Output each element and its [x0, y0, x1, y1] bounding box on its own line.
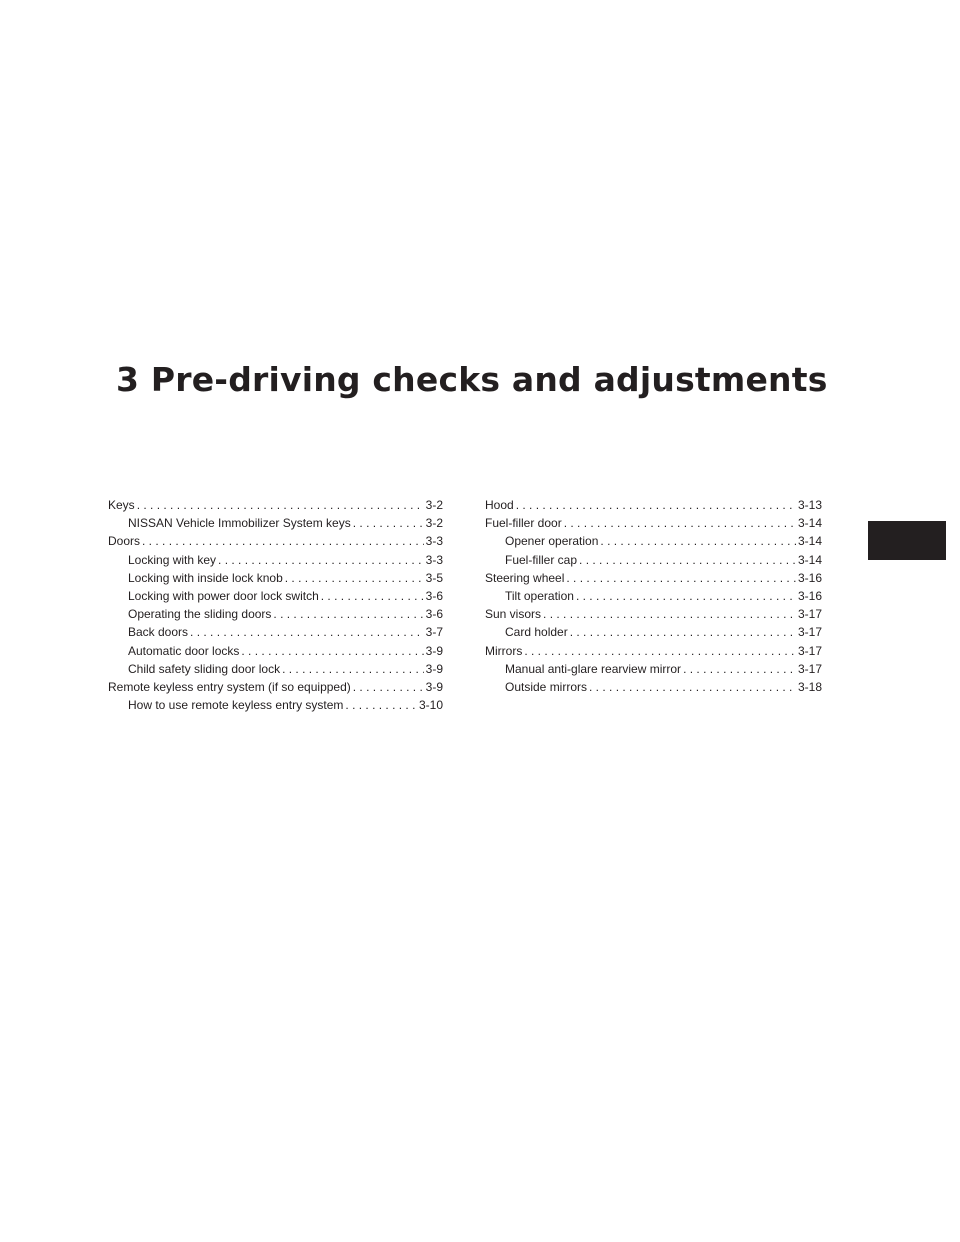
- toc-entry[interactable]: [485, 551, 822, 569]
- toc-entry[interactable]: [108, 623, 443, 641]
- toc-entry-page: 3-17: [797, 661, 822, 676]
- toc-entry-label: Doors: [108, 534, 141, 549]
- toc-dot-leader: [218, 551, 424, 569]
- toc-dot-leader: [683, 660, 796, 678]
- toc-entry-label: Remote keyless entry system (if so equipped): [108, 679, 351, 694]
- toc-entry-label: Outside mirrors: [505, 679, 588, 694]
- toc-dot-leader: [600, 532, 796, 550]
- toc-entry-label: How to use remote keyless entry system: [128, 698, 344, 713]
- toc-dot-leader: [137, 496, 424, 514]
- toc-dot-leader: [282, 660, 424, 678]
- toc-entry-page: 3-2: [425, 516, 443, 531]
- toc-dot-leader: [353, 514, 424, 532]
- toc-dot-leader: [543, 605, 796, 623]
- toc-entry-label: Child safety sliding door lock: [128, 661, 281, 676]
- toc-right-column: [485, 496, 822, 696]
- toc-entry-label: Back doors: [128, 625, 189, 640]
- toc-entry-page: 3-17: [797, 643, 822, 658]
- toc-entry[interactable]: [108, 605, 443, 623]
- toc-dot-leader: [524, 642, 796, 660]
- toc-entry[interactable]: [485, 569, 822, 587]
- toc-dot-leader: [576, 587, 796, 605]
- toc-entry-label: NISSAN Vehicle Immobilizer System keys: [128, 516, 351, 531]
- toc-entry[interactable]: [108, 587, 443, 605]
- toc-entry[interactable]: [108, 569, 443, 587]
- toc-dot-leader: [564, 514, 796, 532]
- toc-entry-label: Operating the sliding doors: [128, 607, 272, 622]
- toc-entry-page: 3-13: [797, 498, 822, 512]
- toc-entry-label: Fuel-filler cap: [505, 552, 578, 567]
- toc-dot-leader: [566, 569, 796, 587]
- toc-dot-leader: [190, 623, 424, 641]
- toc-dot-leader: [285, 569, 424, 587]
- toc-entry-page: 3-9: [425, 661, 443, 676]
- toc-entry-page: 3-16: [797, 588, 822, 603]
- toc-entry[interactable]: [485, 678, 822, 696]
- toc-entry-label: Locking with power door lock switch: [128, 588, 319, 603]
- toc-entry-label: Manual anti-glare rearview mirror: [505, 661, 682, 676]
- toc-entry-page: 3-14: [797, 552, 822, 567]
- toc-entry[interactable]: [485, 532, 822, 550]
- toc-entry[interactable]: [108, 532, 443, 550]
- chapter-title: 3 Pre-driving checks and adjustments: [116, 360, 828, 399]
- toc-entry-page: 3-6: [425, 607, 443, 622]
- toc-entry-label: Locking with inside lock knob: [128, 570, 283, 585]
- toc-entry-label: Sun visors: [485, 607, 542, 622]
- toc-entry[interactable]: [108, 496, 443, 514]
- toc-entry[interactable]: [108, 551, 443, 569]
- toc-entry-label: Locking with key: [128, 552, 217, 567]
- toc-dot-leader: [589, 678, 796, 696]
- toc-entry-label: Opener operation: [505, 534, 599, 549]
- toc-entry-page: 3-17: [797, 625, 822, 640]
- toc-entry[interactable]: [485, 605, 822, 623]
- toc-entry-label: Automatic door locks: [128, 643, 240, 658]
- toc-entry-label: Hood: [485, 498, 514, 512]
- toc-dot-leader: [273, 605, 423, 623]
- toc-left-column: [108, 496, 443, 714]
- toc-dot-leader: [142, 532, 424, 550]
- toc-entry-page: 3-14: [797, 516, 822, 531]
- toc-entry-page: 3-3: [425, 534, 443, 549]
- toc-entry[interactable]: [485, 660, 822, 678]
- toc-entry-page: 3-6: [425, 588, 443, 603]
- toc-entry-label: Mirrors: [485, 643, 523, 658]
- toc-entry-label: Keys: [108, 498, 135, 512]
- toc-dot-leader: [241, 642, 423, 660]
- toc-entry[interactable]: [485, 496, 822, 514]
- toc-entry[interactable]: [485, 623, 822, 641]
- toc-entry-page: 3-2: [425, 498, 443, 512]
- toc-entry[interactable]: [108, 696, 443, 714]
- toc-entry-page: 3-17: [797, 607, 822, 622]
- toc-dot-leader: [570, 623, 796, 641]
- toc-dot-leader: [321, 587, 424, 605]
- toc-entry[interactable]: [108, 678, 443, 696]
- toc-entry-page: 3-16: [797, 570, 822, 585]
- toc-entry-page: 3-7: [425, 625, 443, 640]
- toc-entry-label: Card holder: [505, 625, 568, 640]
- toc-dot-leader: [345, 696, 417, 714]
- toc-entry-page: 3-9: [425, 643, 443, 658]
- toc-entry-label: Steering wheel: [485, 570, 565, 585]
- toc-entry-page: 3-10: [418, 698, 443, 713]
- toc-entry-label: Fuel-filler door: [485, 516, 562, 531]
- toc-entry-page: 3-18: [797, 679, 822, 694]
- toc-dot-leader: [353, 678, 424, 696]
- toc-entry[interactable]: [485, 642, 822, 660]
- toc-entry-page: 3-5: [425, 570, 443, 585]
- toc-entry-label: Tilt operation: [505, 588, 574, 603]
- toc-entry[interactable]: [485, 514, 822, 532]
- toc-entry[interactable]: [485, 587, 822, 605]
- toc-entry-page: 3-9: [425, 679, 443, 694]
- toc-entry-page: 3-14: [797, 534, 822, 549]
- toc-entry[interactable]: [108, 642, 443, 660]
- toc-entry-page: 3-3: [425, 552, 443, 567]
- toc-entry[interactable]: [108, 660, 443, 678]
- toc-entry[interactable]: [108, 514, 443, 532]
- toc-dot-leader: [579, 551, 796, 569]
- toc-dot-leader: [516, 496, 796, 514]
- chapter-thumb-tab: [868, 521, 946, 560]
